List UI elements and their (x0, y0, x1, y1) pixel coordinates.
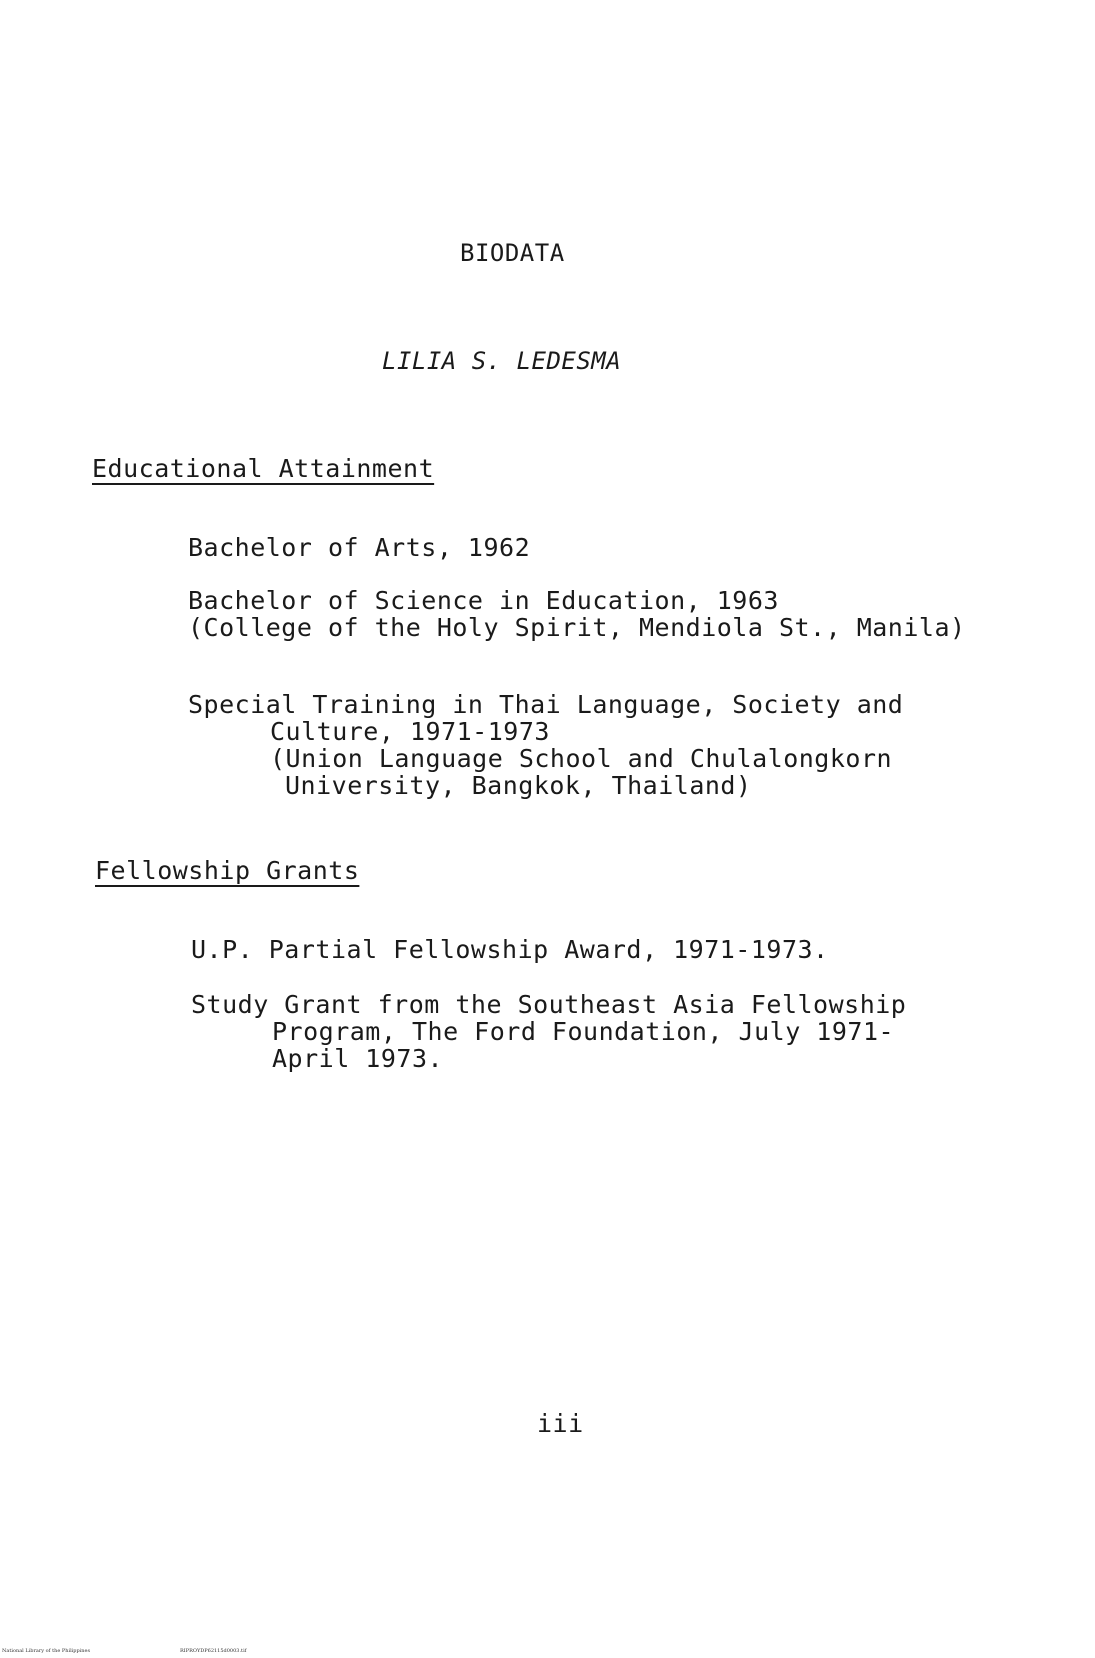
education-line: Bachelor of Science in Education, 1963 (188, 586, 779, 615)
fellowship-line: April 1973. (272, 1044, 444, 1073)
fellowship-line: Study Grant from the Southeast Asia Fellowship (191, 990, 907, 1019)
fellowship-line: U.P. Partial Fellowship Award, 1971-1973. (191, 935, 829, 964)
education-line: (Union Language School and Chulalongkorn (270, 744, 893, 773)
author-name: LILIA S. LEDESMA (382, 347, 622, 375)
section-heading-educational-attainment: Educational Attainment (92, 454, 435, 483)
education-line: Culture, 1971-1973 (270, 717, 550, 746)
footer-source: National Library of the Philippines (2, 1648, 91, 1654)
document-title: BIODATA (460, 239, 565, 267)
page-number: iii (537, 1409, 584, 1438)
education-line: (College of the Holy Spirit, Mendiola St., Manila) (188, 613, 966, 642)
education-line: Special Training in Thai Language, Society and (188, 690, 904, 719)
section-heading-fellowship-grants: Fellowship Grants (95, 856, 360, 885)
footer-file-id: RIPROYDP62115d0003.tif (180, 1648, 247, 1654)
education-line: Bachelor of Arts, 1962 (188, 533, 531, 562)
fellowship-line: Program, The Ford Foundation, July 1971- (272, 1017, 895, 1046)
education-line: University, Bangkok, Thailand) (285, 771, 752, 800)
